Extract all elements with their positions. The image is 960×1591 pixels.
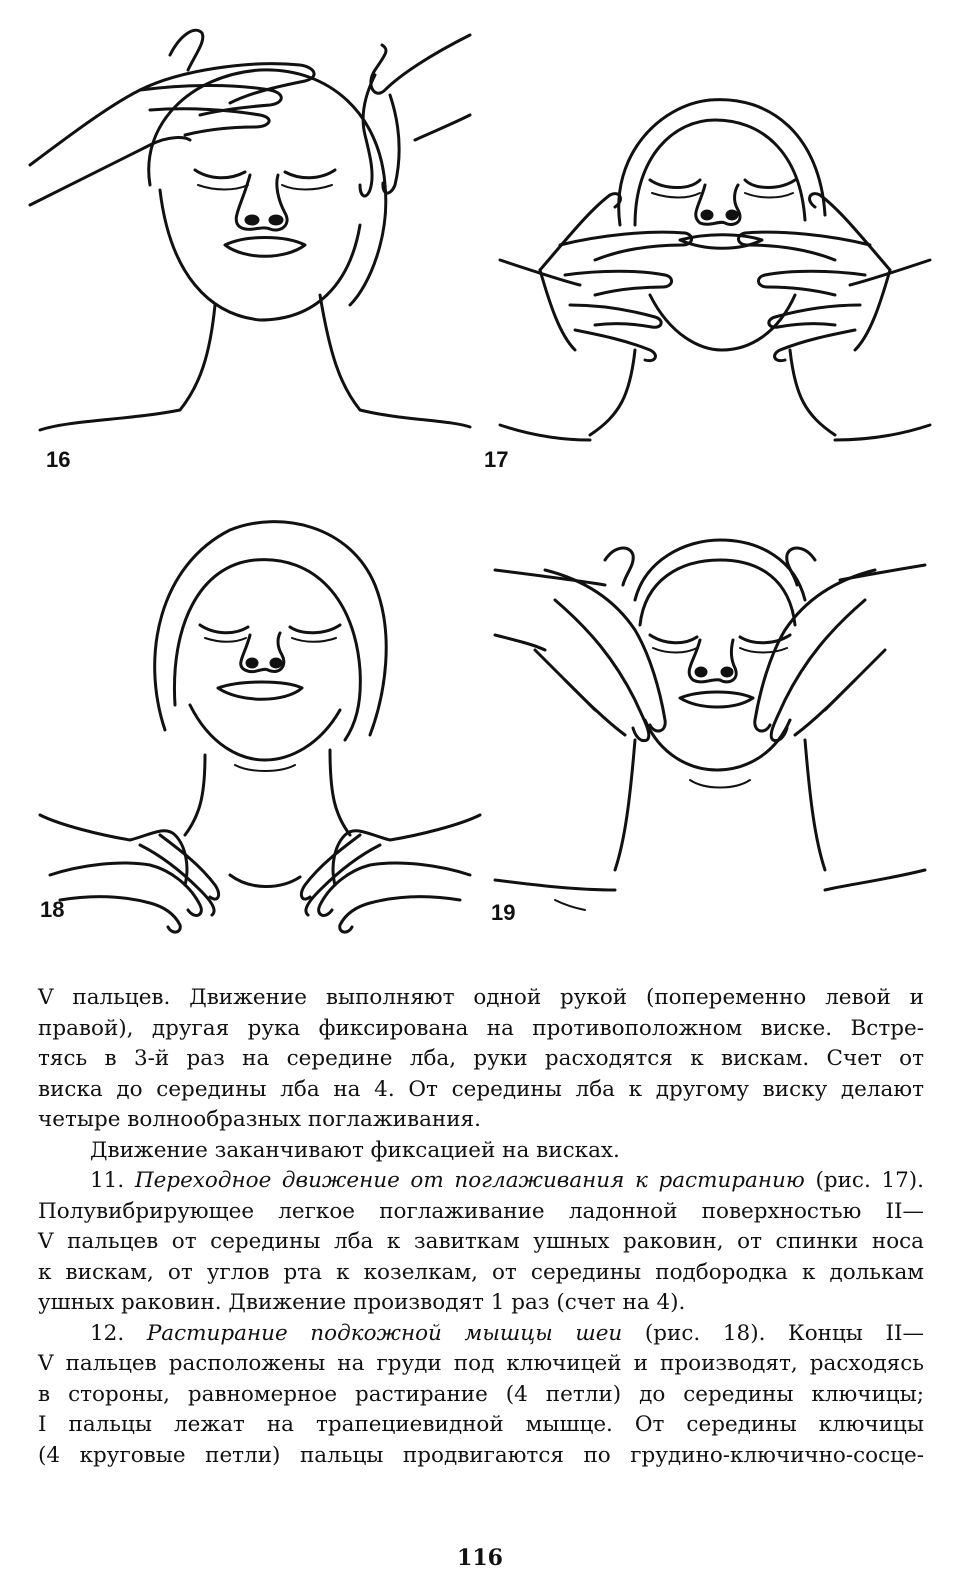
figure-18 [40, 505, 480, 945]
figure-reference: (рис. 17). [815, 1168, 924, 1193]
text-line: Полувибрирующее легкое поглаживание ладонной поверхностью II— [38, 1198, 924, 1224]
face-massage-illustration-19 [495, 540, 925, 945]
text-line: (4 круговые петли) пальцы продвигаются по грудино-ключично-сосце- [38, 1442, 924, 1468]
text-line: в стороны, равномерное растирание (4 петли) до середины ключицы; [38, 1381, 924, 1407]
paragraph-title: Растирание подкожной мышцы шеи [146, 1320, 623, 1346]
paragraph-number: 11. [90, 1168, 125, 1193]
text-line: V пальцев. Движение выполняют одной рукой (попеременно левой и [38, 985, 924, 1010]
body-text [38, 983, 924, 1471]
figure-19 [491, 540, 925, 945]
figure-number: 16 [46, 447, 71, 472]
figure-number: 19 [491, 900, 516, 925]
text-line: V пальцев от середины лба к завиткам ушных раковин, от спинки носа [38, 1229, 924, 1254]
paragraph-12-heading [38, 1319, 924, 1350]
figure-number: 18 [40, 897, 65, 922]
figure-number: 17 [484, 447, 509, 472]
figure-17 [484, 95, 930, 485]
paragraph-number: 12. [90, 1320, 125, 1346]
figure-reference: (рис. 18). Концы II— [644, 1320, 925, 1346]
text-line: I пальцы лежат на трапециевидной мышце. От середины ключицы [38, 1412, 924, 1437]
face-massage-illustration-17 [500, 95, 930, 485]
text-line: V пальцев расположены на груди под ключицей и производят, расходясь [38, 1351, 924, 1376]
face-massage-illustration-16 [30, 15, 470, 485]
figure-16 [30, 15, 470, 485]
page-number: 116 [457, 1545, 503, 1571]
paragraph-11-heading [38, 1166, 924, 1197]
text-line: к вискам, от углов рта к козелкам, от середины подбородка к долькам [38, 1259, 924, 1285]
face-massage-illustration-18 [40, 505, 480, 945]
text-line: правой), другая рука фиксирована на противоположном виске. Встре- [38, 1015, 924, 1041]
text-line: ушных раковин. Движение производят 1 раз (счет на 4). [38, 1290, 686, 1315]
text-line: виска до середины лба на 4. От середины лба к другому виску делают [38, 1076, 924, 1102]
text-line: Движение заканчивают фиксацией на висках. [90, 1137, 620, 1163]
text-line: четыре волнообразных поглаживания. [38, 1107, 481, 1132]
paragraph-title: Переходное движение от поглаживания к растиранию [134, 1168, 805, 1193]
text-line: тясь в 3-й раз на середине лба, руки расходятся к вискам. Счет от [38, 1046, 924, 1071]
